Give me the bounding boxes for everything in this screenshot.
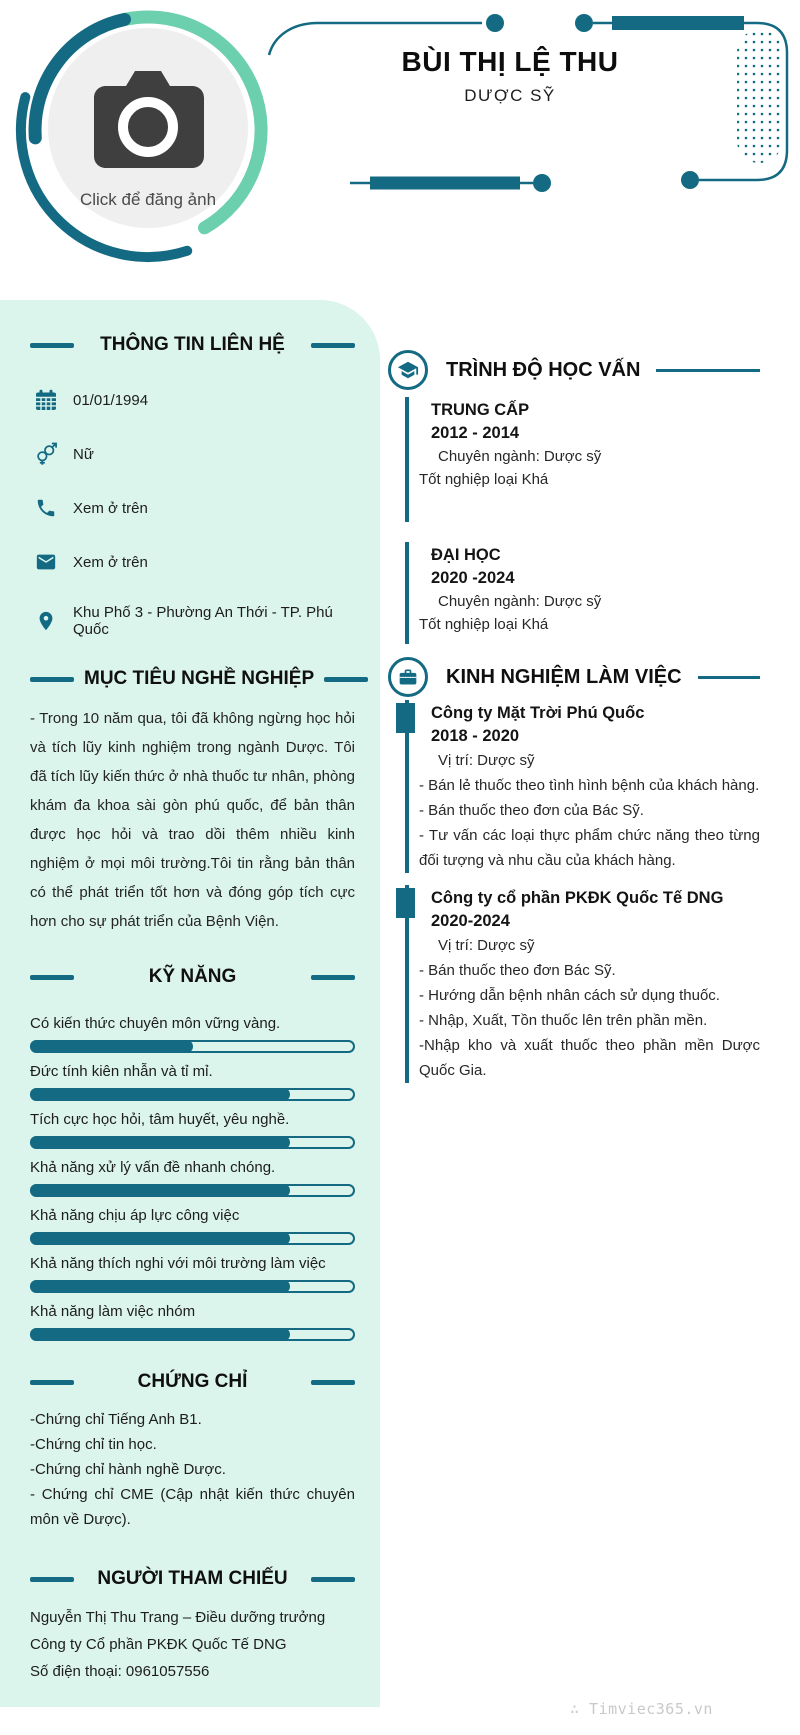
experience-bullets (419, 773, 760, 873)
contact-row-email (30, 550, 355, 574)
skill-progress-bar (30, 1088, 355, 1101)
company-name: Công ty cổ phần PKĐK Quốc Tế DNG (431, 889, 724, 907)
education-grade: Tốt nghiệp loại Khá (419, 471, 549, 488)
candidate-job-title: DƯỢC SỸ (464, 86, 556, 105)
skill-label: Có kiến thức chuyên môn vững vàng. (30, 1015, 281, 1032)
header-dash-left (30, 677, 74, 682)
certificate-item: -Chứng chỉ Tiếng Anh B1. (30, 1411, 202, 1428)
email-value: Xem ở trên (73, 553, 148, 571)
skill-item (30, 1206, 355, 1245)
address-value: Khu Phố 3 - Phường An Thới - TP. Phú Quốc (73, 604, 333, 638)
skill-item (30, 1254, 355, 1293)
experience-bullet: - Bán thuốc theo đơn Bác Sỹ. (419, 962, 616, 979)
mail-icon (35, 550, 57, 574)
header-dash-right (311, 1577, 355, 1582)
skill-progress-bar (30, 1328, 355, 1341)
skill-item (30, 1158, 355, 1197)
contact-row-address (30, 604, 355, 638)
skill-progress-bar (30, 1280, 355, 1293)
education-grade: Tốt nghiệp loại Khá (419, 616, 549, 633)
header-dash-left (30, 343, 74, 348)
experience-entry (405, 885, 760, 1083)
experience-bullet: - Bán thuốc theo đơn của Bác Sỹ. (419, 802, 644, 819)
certificates-section-header (30, 1371, 355, 1393)
header-dash-right (324, 677, 368, 682)
header-rule (698, 676, 760, 679)
objective-section-header (30, 668, 355, 690)
certificate-item: -Chứng chỉ tin học. (30, 1436, 157, 1453)
briefcase-icon (398, 667, 418, 687)
experience-bullets (419, 958, 760, 1083)
skill-label: Khả năng thích nghi với môi trường làm việc (30, 1255, 326, 1272)
skills-section-header (30, 966, 355, 988)
experience-bullet: - Tư vấn các loại thực phẩm chức năng theo từng đối tượng và nhu cầu của khách hàng. (419, 827, 760, 869)
header-dash-right (311, 343, 355, 348)
reference-line: Số điện thoại: 0961057556 (30, 1663, 210, 1680)
skill-item (30, 1062, 355, 1101)
experience-bullet: - Hướng dẫn bệnh nhân cách sử dụng thuốc. (419, 987, 720, 1004)
candidate-name: BÙI THỊ LỆ THU (401, 46, 619, 77)
skill-progress-bar (30, 1232, 355, 1245)
skill-label: Khả năng xử lý vấn đề nhanh chóng. (30, 1159, 276, 1176)
contact-heading: THÔNG TIN LIÊN HỆ (100, 334, 285, 355)
certificates-heading: CHỨNG CHỈ (137, 1371, 248, 1392)
skill-item (30, 1014, 355, 1053)
reference-line: Công ty Cổ phần PKĐK Quốc Tế DNG (30, 1636, 287, 1653)
education-entry (405, 542, 760, 644)
experience-entry (405, 700, 760, 873)
skill-label: Đức tính kiên nhẫn và tỉ mỉ. (30, 1063, 213, 1080)
calendar-icon (35, 388, 57, 412)
references-list (30, 1604, 355, 1685)
job-position: Vị trí: Dược sỹ (438, 937, 535, 954)
education-heading: TRÌNH ĐỘ HỌC VẤN (446, 358, 641, 381)
left-sidebar (0, 300, 380, 1707)
education-entry (405, 397, 760, 522)
company-name: Công ty Mặt Trời Phú Quốc (431, 704, 645, 722)
education-years: 2020 -2024 (431, 569, 515, 587)
header-text-block (360, 46, 660, 106)
header-dash-right (311, 1380, 355, 1385)
references-heading: NGƯỜI THAM CHIẾU (97, 1568, 288, 1589)
photo-upload-label: Click để đăng ảnh (79, 190, 217, 209)
graduation-cap-icon (397, 359, 419, 381)
skill-progress-bar (30, 1040, 355, 1053)
contact-row-phone (30, 496, 355, 520)
company-years: 2018 - 2020 (431, 727, 520, 745)
experience-section-header (388, 657, 760, 697)
contact-row-birthdate (30, 388, 355, 412)
skill-item (30, 1302, 355, 1341)
experience-bullet: - Bán lẻ thuốc theo tình hình bệnh của khách hàng. (419, 777, 760, 794)
references-section-header (30, 1568, 355, 1590)
education-section-header (388, 350, 760, 390)
skill-progress-bar (30, 1184, 355, 1197)
contact-section-header (30, 334, 355, 356)
skill-label: Khả năng chịu áp lực công việc (30, 1207, 240, 1224)
photo-upload-area[interactable] (10, 0, 280, 300)
certificate-item: - Chứng chỉ CME (Cập nhật kiến thức chuyên môn về Dược). (30, 1486, 355, 1528)
objective-paragraph: - Trong 10 năm qua, tôi đã không ngừng học hỏi và tích lũy kinh nghiệm trong ngành Dược. Tôi đã tích lũy kiến thức ở nhà thuốc tư nhân, phòng khám đa khoa sài gòn phú quốc, để bản thân được học hỏi và trao dồi thêm nhiều kinh nghiệm ở mọi môi trường.Tôi tin rằng bản thân có thể phát triển tốt hơn và đóng góp tích cực hơn cho sự phát triển của Bệnh Viện. (30, 710, 355, 930)
skill-progress-bar (30, 1136, 355, 1149)
skill-label: Khả năng làm việc nhóm (30, 1303, 196, 1320)
phone-value: Xem ở trên (73, 499, 148, 517)
header-dash-left (30, 1577, 74, 1582)
education-major: Chuyên ngành: Dược sỹ (438, 593, 602, 610)
experience-bullet: - Nhập, Xuất, Tồn thuốc lên trên phần mền. (419, 1012, 708, 1029)
skill-label: Tích cực học hỏi, tâm huyết, yêu nghề. (30, 1111, 290, 1128)
experience-heading: KINH NGHIỆM LÀM VIỆC (446, 665, 682, 688)
main-column (380, 300, 800, 1083)
job-position: Vị trí: Dược sỹ (438, 752, 535, 769)
company-years: 2020-2024 (431, 912, 510, 930)
education-years: 2012 - 2014 (431, 424, 520, 442)
location-icon (35, 609, 57, 633)
certificates-list (30, 1407, 355, 1532)
phone-icon (35, 496, 57, 520)
reference-line: Nguyễn Thị Thu Trang – Điều dưỡng trưởng (30, 1609, 326, 1626)
header-dash-right (311, 975, 355, 980)
skills-list (30, 1014, 355, 1341)
header-rule (656, 369, 760, 372)
education-major: Chuyên ngành: Dược sỹ (438, 448, 602, 465)
header-dash-left (30, 975, 74, 980)
skill-item (30, 1110, 355, 1149)
certificate-item: -Chứng chỉ hành nghề Dược. (30, 1461, 226, 1478)
contact-list (30, 388, 355, 638)
education-icon-circle (388, 350, 428, 390)
education-level: ĐẠI HỌC (431, 546, 501, 564)
education-level: TRUNG CẤP (431, 401, 530, 419)
birthdate-value: 01/01/1994 (73, 391, 149, 409)
gender-value: Nữ (73, 445, 94, 463)
header-dash-left (30, 1380, 74, 1385)
objective-heading: MỤC TIÊU NGHỀ NGHIỆP (84, 668, 315, 689)
experience-icon-circle (388, 657, 428, 697)
skills-heading: KỸ NĂNG (148, 966, 237, 987)
site-watermark: ∴ Timviec365.vn (570, 1700, 713, 1718)
experience-bullet: -Nhập kho và xuất thuốc theo phần mền Dược Quốc Gia. (419, 1037, 760, 1079)
contact-row-gender (30, 442, 355, 466)
gender-icon (35, 442, 57, 466)
